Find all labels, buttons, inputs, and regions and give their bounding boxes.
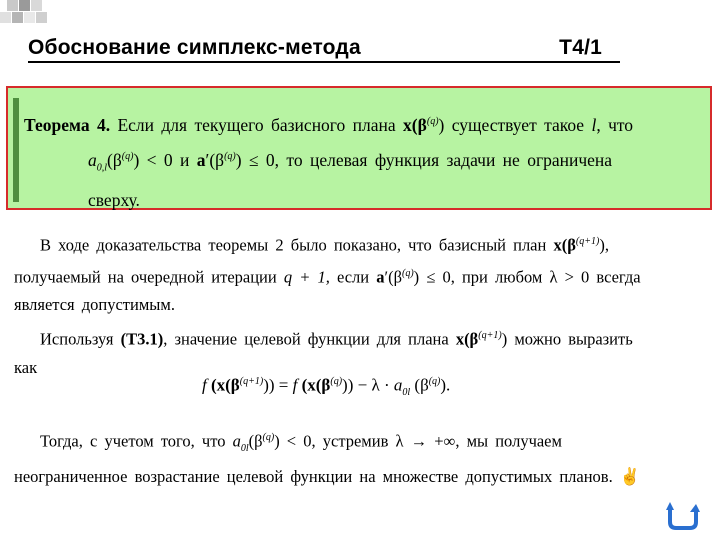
math-sub: 0l xyxy=(402,387,411,399)
math-plan: x(β xyxy=(455,329,479,349)
math-close: )) − λ · xyxy=(342,375,394,395)
math-var: l xyxy=(591,114,597,135)
text-run: ) ≤ 0, то целевая функция задачи не ограничена xyxy=(235,149,613,170)
text-run: , значение целевой функции для плана xyxy=(163,329,456,349)
decor-square xyxy=(12,12,23,23)
math-close: )) = xyxy=(263,375,293,395)
decor-square xyxy=(19,0,30,11)
text-run: существует такое xyxy=(444,114,592,135)
math-var: q + 1, xyxy=(283,267,330,286)
text-run: устремив λ → +∞, мы получаем xyxy=(315,431,562,451)
decor-square xyxy=(7,0,18,11)
math-arg: (β xyxy=(107,149,122,170)
math-var: a xyxy=(88,149,97,170)
math-sup: (q) xyxy=(224,150,236,162)
slide-title-bar xyxy=(28,36,620,63)
text-run: получаемый на очередной итерации xyxy=(14,267,284,286)
decor-square xyxy=(0,12,11,23)
math-sup: (q) xyxy=(121,150,134,162)
math-sup: (q+1) xyxy=(575,236,600,247)
text-run: неограниченное возрастание целевой функции на множестве допустимых планов. xyxy=(14,466,613,486)
text-run: Используя xyxy=(40,329,121,349)
math-close: ) xyxy=(438,114,445,135)
text-run: Если для текущего базисного плана xyxy=(110,114,404,135)
math-plan: x(β xyxy=(553,235,576,255)
math-var: f xyxy=(202,375,207,395)
math-arg: (x(β xyxy=(297,375,331,395)
text-run: ) < 0, xyxy=(274,431,316,451)
theorem-line-1 xyxy=(24,106,706,141)
text-run: при любом λ > 0 всегда xyxy=(454,267,641,286)
formula-ref: (T3.1) xyxy=(120,329,164,349)
math-sup: (q) xyxy=(330,376,343,387)
math-close: ). xyxy=(440,375,451,395)
math-sup: (q+1) xyxy=(478,330,502,341)
math-sub: 0,l xyxy=(96,162,108,174)
decor-square xyxy=(36,12,47,23)
paragraph-1 xyxy=(14,228,708,319)
paragraph-3 xyxy=(14,424,708,491)
math-vec: a xyxy=(376,267,385,286)
text-run: Тогда, с учетом того, что xyxy=(40,431,233,451)
theorem-bar xyxy=(13,98,19,202)
text-run: В ходе доказательства теоремы 2 было показано, что базисный план xyxy=(40,235,554,255)
return-arrow-icon[interactable] xyxy=(664,500,700,532)
math-arg: (β xyxy=(410,375,429,395)
theorem-line-2 xyxy=(24,141,706,184)
math-arg: ′(β xyxy=(205,149,225,170)
theorem-label: Теорема 4. xyxy=(24,114,111,135)
math-var: a xyxy=(393,375,403,395)
math-sup: (q) xyxy=(262,432,275,443)
math-arg: (x(β xyxy=(206,375,240,395)
para2-line-2: как xyxy=(14,357,38,377)
math-vec: a xyxy=(196,149,206,170)
text-run: ) < 0 и xyxy=(133,149,197,170)
text-run: если xyxy=(329,267,377,286)
math-sup: (q) xyxy=(428,376,441,387)
para1-line-3: является допустимым. xyxy=(14,295,175,314)
math-arg: (β xyxy=(248,431,263,451)
para1-line-1 xyxy=(14,228,708,260)
math-sup: (q+1) xyxy=(239,376,264,387)
math-close: ) xyxy=(501,329,508,349)
theorem-line-3: сверху. xyxy=(88,190,140,211)
para3-line-1 xyxy=(14,424,708,463)
math-var: f xyxy=(292,375,298,395)
theorem-text xyxy=(24,106,706,216)
theorem-box xyxy=(6,86,712,210)
proof-end-mark: ✌ xyxy=(619,466,641,486)
math-close: ), xyxy=(599,235,609,255)
para3-line-2 xyxy=(14,463,708,491)
math-plan: x(β xyxy=(403,114,427,135)
para2-line-1 xyxy=(14,322,708,354)
text-run: , что xyxy=(596,114,634,135)
slide-title: Обоснование симплекс-метода xyxy=(28,36,361,59)
text-run: ) ≤ 0, xyxy=(413,267,455,286)
slide-id: T4/1 xyxy=(559,36,602,59)
math-sub: 0l xyxy=(240,442,249,454)
para1-line-2 xyxy=(14,260,708,292)
math-sup: (q) xyxy=(401,267,414,279)
math-arg: ′(β xyxy=(384,267,402,286)
math-sup: (q) xyxy=(426,116,439,127)
decor-square xyxy=(31,0,42,11)
text-run: можно выразить xyxy=(507,329,633,349)
math-var: a xyxy=(232,431,241,451)
formula-objective xyxy=(202,370,450,405)
decor-square xyxy=(24,12,35,23)
